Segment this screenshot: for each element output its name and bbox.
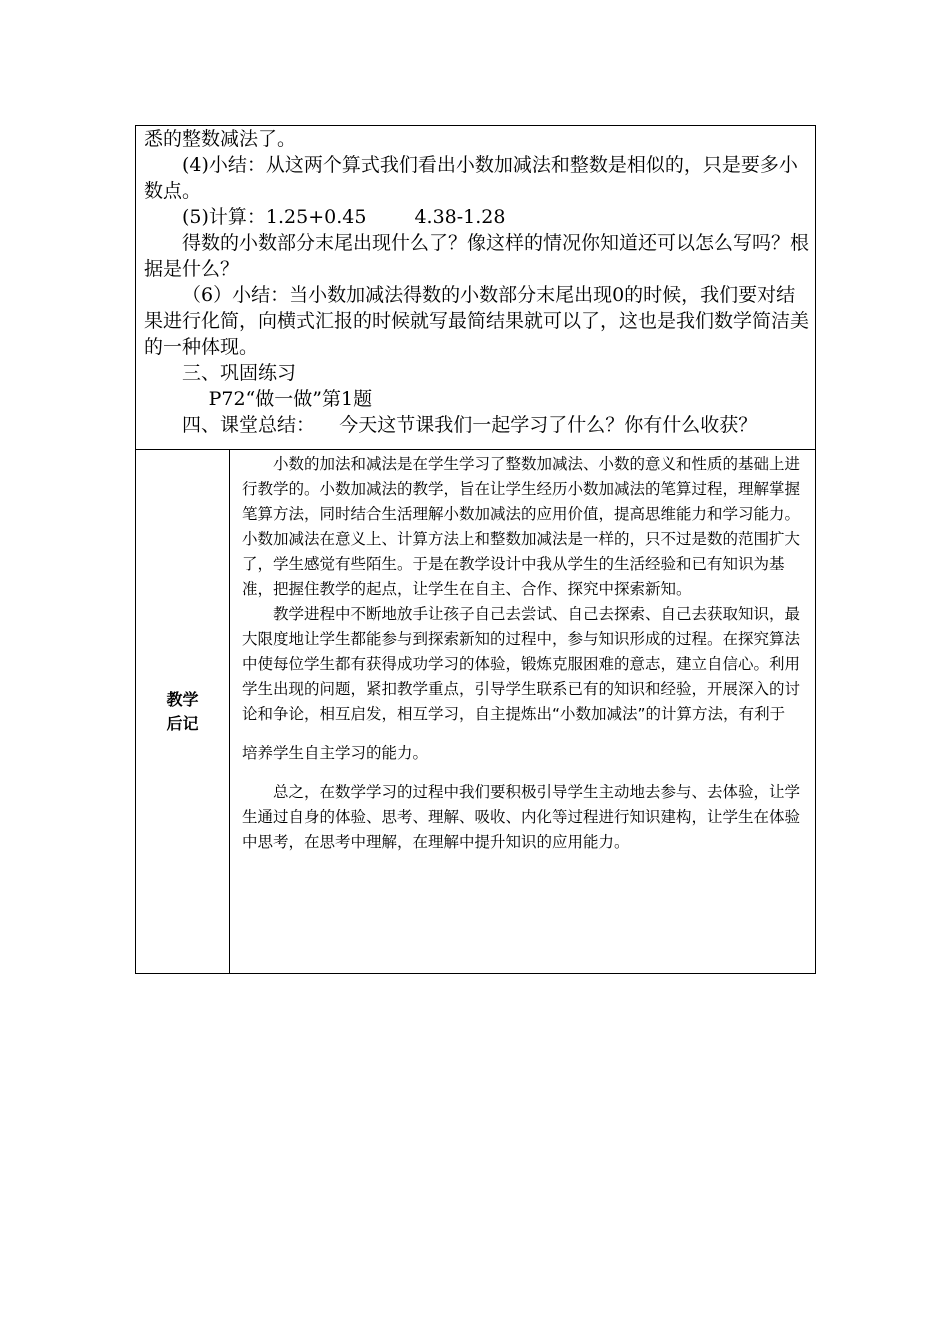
practice-item: P72“做一做”第1题: [208, 388, 373, 410]
reflection-paragraph-2-end: 培养学生自主学习的能力。: [242, 744, 429, 762]
section-practice: 三、巩固练习: [182, 362, 297, 384]
reflection-paragraph-2: 教学进程中不断地放手让孩子自己去尝试、自己去探索、自己去获取知识，最大限度地让学生都能参与到探索新知的过程中，参与知识形成的过程。在探究算法中使每位学生都有获得成功学习的体验，锻炼克服困难的意志，建立自信心。利用学生出现的问题，紧扣教学重点，引导学生联系已有的知识和经验，开展深入的讨论和争论，相互启发，相互学习，自主提炼出“小数加减法”的计算方法，有利于: [242, 605, 801, 723]
lesson-line: 悉的整数减法了。: [144, 128, 297, 150]
summary-6: （6）小结：当小数加减法得数的小数部分末尾出现0的时候，我们要对结果进行化简，向横式汇报的时候就写最简结果就可以了，这也是我们数学简洁美的一种体现。: [144, 284, 810, 358]
reflection-label-line2: 后记: [166, 713, 199, 733]
reflection-row: [136, 450, 816, 974]
reflection-label-cell: [136, 450, 230, 974]
summary-4: (4)小结：从这两个算式我们看出小数加减法和整数是相似的，只是要多小数点。: [144, 154, 798, 202]
calc-5: [144, 204, 809, 230]
reflection-paragraph-1: 小数的加法和减法是在学生学习了整数加减法、小数的意义和性质的基础上进行教学的。小数加减法的教学，旨在让学生经历小数加减法的笔算过程，理解掌握笔算方法，同时结合生活理解小数加减法的应用价值，提高思维能力和学习能力。小数加减法在意义上、计算方法上和整数加减法是一样的，只不过是数的范围扩大了，学生感觉有些陌生。于是在教学设计中我从学生的生活经验和已有知识为基准，把握住教学的起点，让学生在自主、合作、探究中探索新知。: [242, 455, 801, 598]
calc-expression-2: 4.38-1.28: [414, 206, 506, 228]
calc-expression-1: (5)计算：1.25+0.45: [182, 206, 367, 228]
section-summary: [144, 412, 809, 438]
section-summary-text: 今天这节课我们一起学习了什么？你有什么收获？: [339, 414, 758, 436]
reflection-label-line1: 教学: [166, 689, 199, 709]
reflection-paragraph-3: 总之，在数学学习的过程中我们要积极引导学生主动地去参与、去体验，让学生通过自身的体验、思考、理解、吸收、内化等过程进行知识建构，让学生在体验中思考，在思考中理解，在理解中提升知识的应用能力。: [242, 783, 801, 851]
lesson-plan-table: [135, 125, 816, 974]
reflection-content-cell: [230, 450, 816, 974]
question-line: 得数的小数部分末尾出现什么了？像这样的情况你知道还可以怎么写吗？根据是什么？: [144, 232, 810, 280]
lesson-process-row: [136, 126, 816, 450]
section-summary-title: 四、课堂总结：: [182, 414, 316, 436]
lesson-process-cell: [136, 126, 816, 450]
